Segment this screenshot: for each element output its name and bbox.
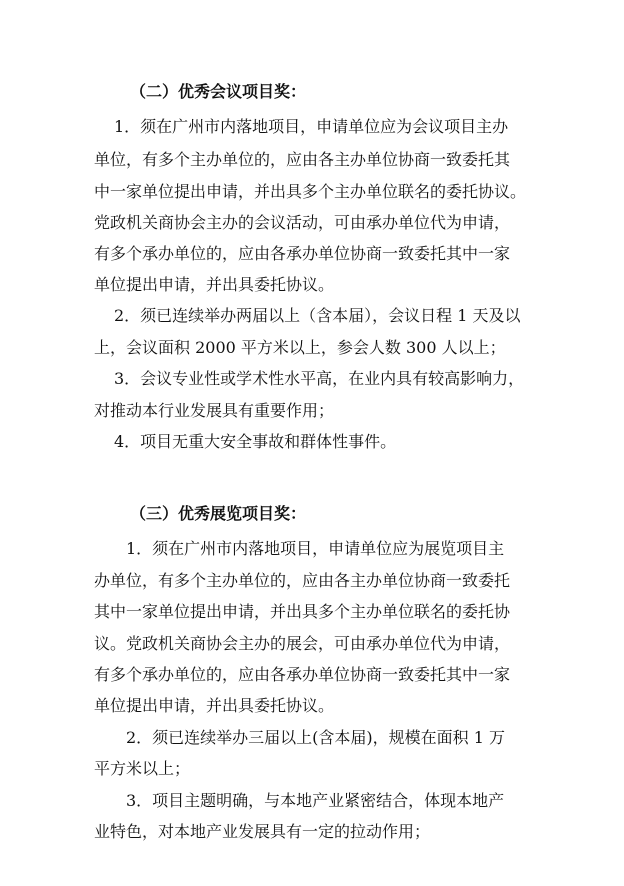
paragraph-line: 1．须在广州市内落地项目，申请单位应为展览项目主 — [126, 539, 505, 558]
paragraph-line: 2．须已连续举办三届以上(含本届)，规模在面积 1 万 — [126, 728, 506, 747]
paragraph-line: 议。党政机关商协会主办的展会，可由承办单位代为申请， — [94, 634, 511, 653]
paragraph-line: 单位提出申请，并出具委托协议。 — [94, 275, 335, 294]
paragraph-line: 上，会议面积 2000 平方米以上，参会人数 300 人以上； — [94, 338, 506, 357]
section-heading-meeting: （二）优秀会议项目奖： — [130, 82, 307, 101]
paragraph-line: 平方米以上； — [94, 759, 191, 778]
paragraph-line: 单位，有多个主办单位的，应由各主办单位协商一致委托其 — [94, 150, 511, 169]
paragraph-line: 中一家单位提出申请，并出具多个主办单位联名的委托协议。 — [94, 182, 527, 201]
paragraph-line: 4．项目无重大安全事故和群体性事件。 — [114, 432, 397, 451]
paragraph-line: 办单位，有多个主办单位的，应由各主办单位协商一致委托 — [94, 571, 511, 590]
paragraph-line: 有多个承办单位的，应由各承办单位协商一致委托其中一家 — [94, 665, 511, 684]
paragraph-line: 单位提出申请，并出具委托协议。 — [94, 696, 335, 715]
paragraph-line: 2．须已连续举办两届以上（含本届），会议日程 1 天及以 — [114, 306, 521, 325]
paragraph-line: 党政机关商协会主办的会议活动，可由承办单位代为申请， — [94, 213, 511, 232]
paragraph-line: 3．项目主题明确，与本地产业紧密结合，体现本地产 — [126, 791, 505, 810]
paragraph-line: 其中一家单位提出申请，并出具多个主办单位联名的委托协 — [94, 602, 511, 621]
paragraph-line: 1．须在广州市内落地项目，申请单位应为会议项目主办 — [114, 117, 509, 136]
section-heading-exhibition: （三）优秀展览项目奖： — [130, 504, 307, 523]
paragraph-line: 对推动本行业发展具有重要作用； — [94, 401, 335, 420]
paragraph-line: 业特色，对本地产业发展具有一定的拉动作用； — [94, 822, 431, 841]
paragraph-line: 3．会议专业性或学术性水平高，在业内具有较高影响力， — [114, 369, 525, 388]
paragraph-line: 有多个承办单位的，应由各承办单位协商一致委托其中一家 — [94, 244, 511, 263]
